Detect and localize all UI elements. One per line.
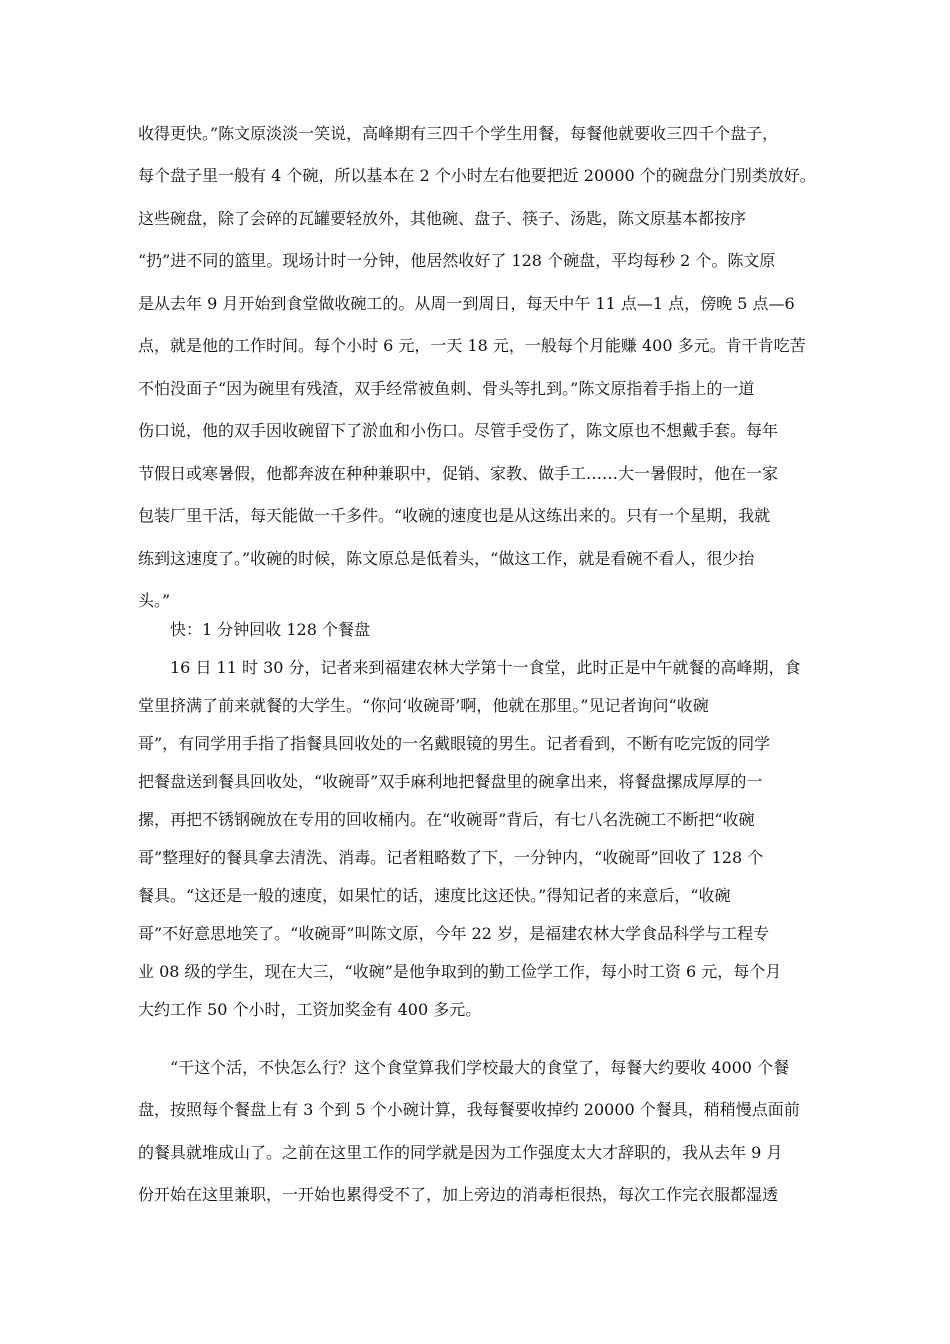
text-line: 份开始在这里兼职，一开始也累得受不了，加上旁边的消毒柜很热，每次工作完衣服都湿透 [138,1185,779,1204]
text-line: 堂里挤满了前来就餐的大学生。“你问‘收碗哥’啊，他就在那里。”见记者询问“收碗 [138,696,709,715]
text-line: 摞，再把不锈钢碗放在专用的回收桶内。在“收碗哥”背后，有七八名洗碗工不断把“收碗 [138,810,755,829]
text-line: 伤口说，他的双手因收碗留下了淤血和小伤口。尽管手受伤了，陈文原也不想戴手套。每年 [138,421,779,440]
section-heading: 快：1 分钟回收 128 个餐盘 [170,620,370,639]
text-line: 哥”整理好的餐具拿去清洗、消毒。记者粗略数了下，一分钟内，“收碗哥”回收了 128 个 [138,848,764,867]
text-line: 盘，按照每个餐盘上有 3 个到 5 个小碗计算，我每餐要收掉约 20000 个餐具，稍稍慢点面前 [138,1100,800,1119]
text-line: 点，就是他的工作时间。每个小时 6 元，一天 18 元，一般每个月能赚 400 多元。肯干肯吃苦 [138,336,806,355]
text-line: 练到这速度了。”收碗的时候，陈文原总是低着头，“做这工作，就是看碗不看人，很少抬 [138,549,755,568]
text-line: 大约工作 50 个小时，工资加奖金有 400 多元。 [138,1000,482,1019]
text-line: 哥”，有同学用手指了指餐具回收处的一名戴眼镜的男生。记者看到，不断有吃完饭的同学 [138,734,771,753]
text-line: 包装厂里干活，每天能做一千多件。“收碗的速度也是从这练出来的。只有一个星期，我就 [138,506,771,525]
text-line: 的餐具就堆成山了。之前在这里工作的同学就是因为工作强度太大才辞职的，我从去年 9 月 [138,1143,783,1162]
text-line: 头。” [138,591,171,610]
text-line: 每个盘子里一般有 4 个碗，所以基本在 2 个小时左右他要把近 20000 个的碗盘分门别类放好。 [138,166,816,185]
text-line: 这些碗盘，除了会碎的瓦罐要轻放外，其他碗、盘子、筷子、汤匙，陈文原基本都按序 [138,209,747,228]
text-line: 餐具。“这还是一般的速度，如果忙的话，速度比这还快。”得知记者的来意后，“收碗 [138,886,731,905]
text-line: “扔”进不同的篮里。现场计时一分钟，他居然收好了 128 个碗盘，平均每秒 2 个。陈文原 [138,251,776,270]
text-line: 16 日 11 时 30 分，记者来到福建农林大学第十一食堂，此时正是中午就餐的高峰期，食 [170,658,801,677]
text-line: 哥”不好意思地笑了。“收碗哥”叫陈文原，今年 22 岁，是福建农林大学食品科学与工程专 [138,924,770,943]
text-line: 不怕没面子“因为碗里有残渣，双手经常被鱼刺、骨头等扎到。”陈文原指着手指上的一道 [138,379,755,398]
text-line: 业 08 级的学生，现在大三，“收碗”是他争取到的勤工俭学工作，每小时工资 6 元，每个月 [138,962,782,981]
text-line: 收得更快。”陈文原淡淡一笑说，高峰期有三四千个学生用餐，每餐他就要收三四千个盘子， [138,124,779,143]
text-line: 是从去年 9 月开始到食堂做收碗工的。从周一到周日，每天中午 11 点—1 点，傍晚 5 点—6 [138,294,795,313]
text-line: 把餐盘送到餐具回收处，“收碗哥”双手麻利地把餐盘里的碗拿出来，将餐盘摞成厚厚的一 [138,772,763,791]
text-line: 节假日或寒暑假，他都奔波在种种兼职中，促销、家教、做手工……大一暑假时，他在一家 [138,464,779,483]
text-line: “干这个活，不快怎么行？这个食堂算我们学校最大的食堂了，每餐大约要收 4000 个餐 [170,1058,790,1077]
